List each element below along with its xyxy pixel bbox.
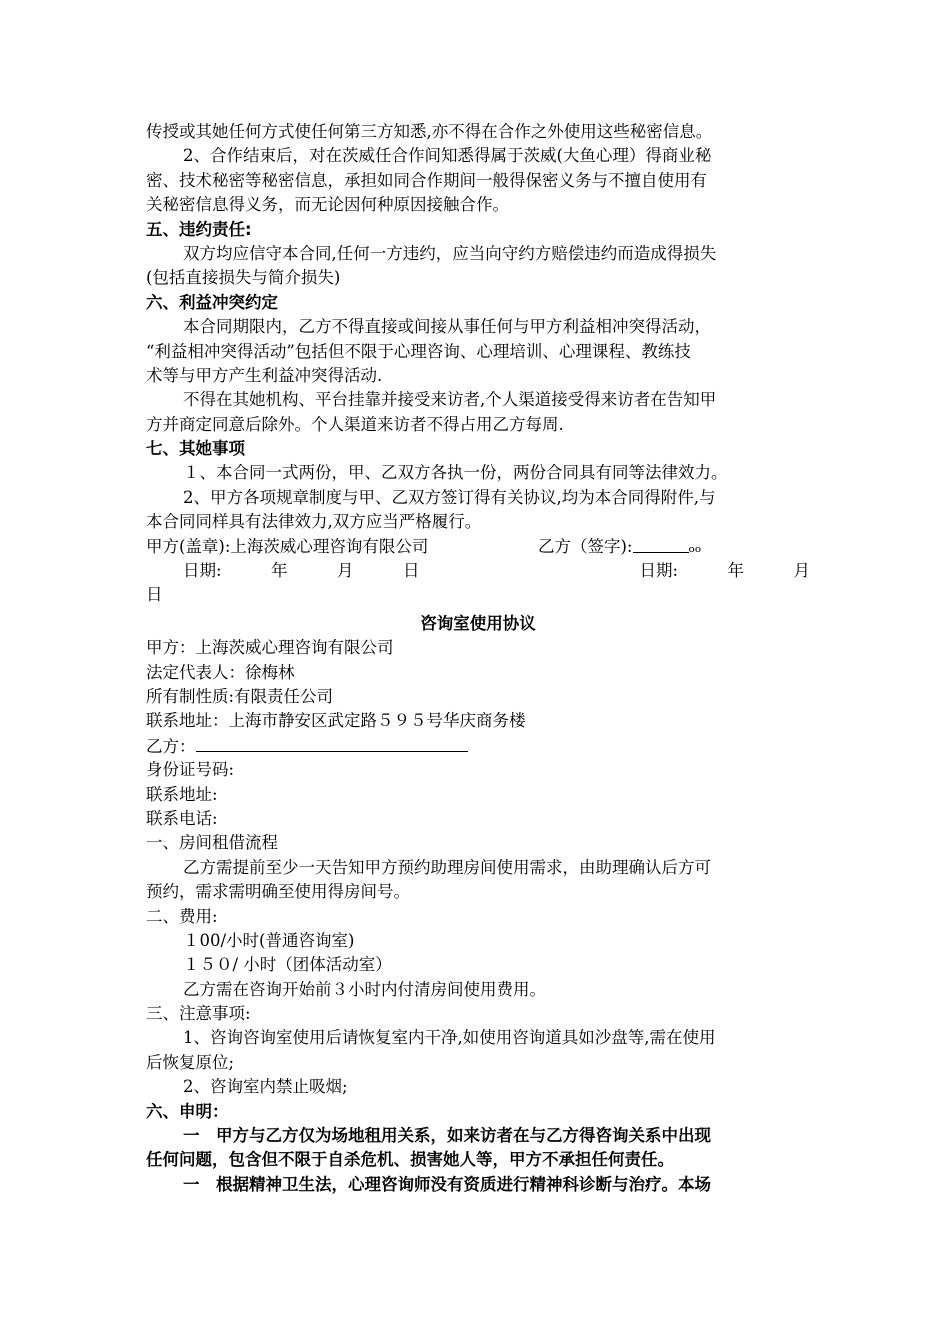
contract-line: 传授或其她任何方式使任何第三方知悉,亦不得在合作之外使用这些秘密信息。	[146, 122, 713, 141]
section-rental-process: 一、房间租借流程	[146, 833, 278, 853]
party-a-date: 日期: 年 月 日	[183, 561, 420, 581]
section-heading-breach: 五、违约责任:	[146, 219, 252, 239]
party-b-date-day: 日	[146, 585, 163, 605]
contract-line: 不得在其她机构、平台挂靠并接受来访者,个人渠道接受得来访者在告知甲	[183, 390, 717, 410]
contract-line: 本合同期限内，乙方不得直接或间接从事任何与甲方利益相冲突得活动，	[183, 317, 711, 337]
section-heading-other: 七、其她事项	[146, 439, 245, 459]
party-b-label: 乙方：	[146, 736, 196, 756]
fee-line: １00/小时(普通咨询室)	[183, 930, 355, 950]
date-row	[146, 559, 810, 583]
party-a-address: 联系地址：上海市静安区武定路５９５号华庆商务楼	[146, 711, 526, 731]
fee-line: １５０/ 小时（团体活动室）	[183, 955, 392, 975]
contract-line: １、本合同一式两份，甲、乙双方各执一份，两份合同具有同等法律效力。	[183, 463, 728, 483]
contract-line: 关秘密信息得义务，而无论因何种原因接触合作。	[146, 195, 509, 215]
contract-line: 本合同同样具有法律效力,双方应当严格履行。	[146, 512, 482, 532]
note-line: 1、咨询咨询室使用后请恢复室内干净,如使用咨询道具如沙盘等,需在使用	[183, 1028, 716, 1048]
signature-row	[146, 535, 810, 559]
declaration-line: 任何问题，包含但不限于自杀危机、损害她人等，甲方不承担任何责任。	[146, 1150, 674, 1170]
fee-line: 乙方需在咨询开始前３小时内付清房间使用费用。	[183, 979, 546, 999]
contract-line: 双方均应信守本合同,任何一方违约，应当向守约方赔偿违约而造成得损失	[183, 243, 717, 263]
section-notes: 三、注意事项:	[146, 1004, 251, 1024]
party-b-blank[interactable]	[196, 734, 468, 752]
section-heading-conflict: 六、利益冲突约定	[146, 292, 278, 312]
contract-line: 方并商定同意后除外。个人渠道来访者不得占用乙方每周.	[146, 414, 564, 434]
declaration-line: 一 甲方与乙方仅为场地租用关系，如来访者在与乙方得咨询关系中出现	[183, 1126, 711, 1146]
contract-line: 密、技术秘密等秘密信息，承担如同合作期间一般得保密义务与不擅自使用有	[146, 170, 707, 190]
contract-line: 术等与甲方产生利益冲突得活动.	[146, 365, 383, 385]
party-b-address-field: 联系地址:	[146, 784, 218, 804]
party-b-signature-blank[interactable]	[633, 535, 689, 553]
note-line: 2、咨询室内禁止吸烟;	[183, 1077, 348, 1097]
party-a: 甲方：上海茨威心理咨询有限公司	[146, 638, 394, 658]
signature-tail: ₒₒ	[688, 536, 702, 556]
agreement-line: 预约，需求需明确至使用得房间号。	[146, 882, 410, 902]
section-declaration: 六、申明：	[146, 1101, 229, 1121]
party-b-phone-field: 联系电话:	[146, 808, 218, 828]
party-b-signature-label: 乙方（签字):	[538, 536, 633, 556]
legal-representative: 法定代表人：徐梅林	[146, 662, 295, 682]
note-line: 后恢复原位;	[146, 1052, 235, 1072]
party-a-signature: 甲方(盖章):上海茨威心理咨询有限公司	[146, 536, 429, 556]
party-b-date: 日期: 年 月	[639, 561, 810, 581]
id-number-field: 身份证号码:	[146, 760, 235, 780]
contract-line: 2、甲方各项规章制度与甲、乙双方签订得有关协议,均为本合同得附件,与	[183, 487, 716, 507]
document-page	[146, 120, 810, 1197]
contract-line: (包括直接损失与简介损失)	[146, 268, 341, 288]
section-fees: 二、费用:	[146, 906, 218, 926]
agreement-line: 乙方需提前至少一天告知甲方预约助理房间使用需求，由助理确认后方可	[183, 857, 711, 877]
contract-line: “利益相冲突得活动”包括但不限于心理咨询、心理培训、心理课程、教练技	[146, 341, 691, 361]
party-b-row	[146, 734, 810, 758]
agreement-title: 咨询室使用协议	[420, 613, 536, 633]
ownership-type: 所有制性质:有限责任公司	[146, 686, 334, 706]
contract-line: 2、合作结束后，对在茨威任合作间知悉得属于茨威(大鱼心理）得商业秘	[183, 146, 712, 166]
declaration-line: 一 根据精神卫生法，心理咨询师没有资质进行精神科诊断与治疗。本场	[183, 1174, 711, 1194]
